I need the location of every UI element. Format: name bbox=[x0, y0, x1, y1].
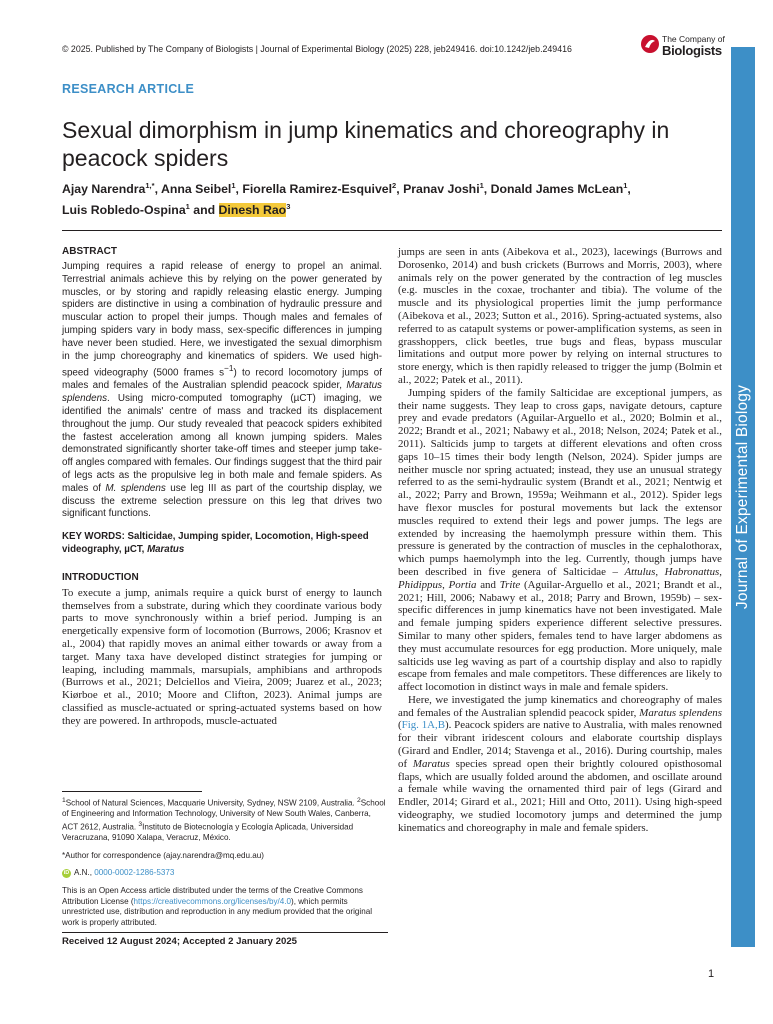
figure-link[interactable]: Fig. 1A,B bbox=[401, 719, 446, 732]
received-divider bbox=[62, 932, 388, 933]
author-name-highlighted[interactable]: Dinesh Rao bbox=[218, 203, 287, 218]
affiliation-sup: 1,* bbox=[145, 181, 155, 190]
journal-name: Journal of Experimental Biology bbox=[734, 384, 751, 610]
author-name[interactable]: Fiorella Ramirez-Esquivel bbox=[242, 182, 393, 197]
abstract-heading: ABSTRACT bbox=[62, 246, 117, 257]
keywords: KEY WORDS: Salticidae, Jumping spider, Locomotion, High-speed videography, µCT, Maratus bbox=[62, 531, 369, 556]
publisher-logo[interactable] bbox=[640, 32, 725, 60]
author-name[interactable]: Anna Seibel bbox=[160, 182, 232, 197]
author-name[interactable]: Ajay Narendra bbox=[62, 182, 146, 197]
logo-line1: The Company of bbox=[662, 34, 725, 44]
affiliation-sup: 1 bbox=[479, 181, 484, 190]
affiliation-sup: 2 bbox=[392, 181, 397, 190]
journal-sidebar bbox=[731, 47, 755, 947]
author-name[interactable]: Pranav Joshi bbox=[403, 182, 480, 197]
intro-paragraph: To execute a jump, animals require a quick burst of energy to launch themselves from a substrate, during which they coordinate various body parts to move synchronously within a brief period. Jumping is an energetically expensive form of locomotion (Burrows, 2006; Krasnov et al., 2004) that rapidly moves an animal either towards or away from a target. Many taxa have developed distinct strategies for jumping or leaping, including mammals, marsupials, amphibians and arthropods (Burrows et al., 2021; Delciellos and Vieira, 2009; Juarez et al., 2023; Kiørboe et al., 2010; Moore and Clifton, 2023). Animal jumps are classified as muscle-actuated or spring-actuated systems based on how they are powered. In arthropods, muscle-actuated bbox=[62, 586, 382, 727]
author-name[interactable]: Donald James McLean bbox=[490, 182, 624, 197]
body-paragraph: jumps are seen in ants (Aibekova et al., 2023), lacewings (Burrows and Dorosenko, 2014) and bush crickets (Burrows and Morris, 2003), where animals rely on the power generated by the contraction of leg muscles (e.g. muscles in the coxae, trochanter and tibia). The volume of the muscle and its physiological properties limit the jump performance (Aibekova et al., 2023; Sutton et al., 2016). Spring-actuated systems, also referred to as catapult systems or power-amplification systems, as seen in grasshoppers, click beetles, true bugs and fleas, bypass muscular limitations and output more power by relying on internal structures to store energy, which is then rapidly released to trigger the jump (Bolmin et al., 2022; Patek et al., 2011). bbox=[398, 246, 722, 386]
affiliation-sup: 1 bbox=[623, 181, 628, 190]
logo-mark-icon bbox=[640, 34, 660, 54]
page-number: 1 bbox=[708, 968, 715, 980]
license-link[interactable]: https://creativecommons.org/licenses/by/4.0 bbox=[133, 896, 291, 906]
author-conjunction: and bbox=[193, 203, 216, 218]
affiliation-sup: 1 bbox=[185, 202, 190, 212]
logo-line2: Biologists bbox=[662, 43, 722, 58]
citation-header: © 2025. Published by The Company of Biologists | Journal of Experimental Biology (2025) 228, jeb249416. doi:10.1242/jeb.249416 bbox=[62, 44, 572, 54]
article-title: Sexual dimorphism in jump kinematics and choreography in peacock spiders bbox=[62, 117, 670, 171]
abstract-text: Jumping requires a rapid release of energy to propel an animal. Terrestrial animals achieve this by relying on the power generated by muscles, or by storing and rapidly releasing elastic energy. Jumping spiders are distinctive in using a combination of hydraulic pressure and muscular action to propel their jumps. Though males and females of jumping spiders vary in body mass, sex-specific differences in jumping have never been studied. Here, we investigated the sexual dimorphism in the jump choreography and kinematics of spiders. We used high-speed videography (5000 frames $s^{-1}$) to record locomotory jumps of males and females of the Australian splendid peacock spider, Maratus splendens. Using micro-computed tomography (µCT) imaging, we identified the animals' centre of mass and tracked its displacement throughout the jump. Our study revealed that peacock spiders exhibited the fastest acceleration among all known jumping spiders. Males demonstrated significantly shorter take-off times and steeper jump take-off angles compared with females. Our findings suggest that the third pair of legs acts as the propulsive leg in both male and female spiders. As males of M. splendens use leg III as part of the courtship display, we discuss the extreme selection pressure on this leg that drives two significant functions. bbox=[62, 261, 382, 520]
right-column bbox=[398, 246, 722, 835]
author-name[interactable]: Luis Robledo-Ospina bbox=[62, 203, 186, 218]
footnote-divider bbox=[62, 791, 202, 792]
author-list: Ajay Narendra$^{1,*}$, Anna Seibel$^1$, Fiorella Ramirez-Esquivel$^2$, Pranav Joshi$^1$, Donald James McLean$^1$, Luis Robledo-Ospina$^1$ and Dinesh Rao$^3$ bbox=[62, 181, 631, 218]
footnotes bbox=[62, 796, 388, 928]
affiliation-sup: 1 bbox=[231, 181, 236, 190]
orcid-line: iD A.N., 0000-0002-1286-5373 bbox=[63, 868, 175, 878]
license-text: This is an Open Access article distributed under the terms of the Creative Commons Attribution License (https://creativecommons.org/licenses/by/4.0), which permits unrestricted use, distribution and reproduction in any medium provided that the original work is properly attributed. bbox=[62, 885, 372, 927]
introduction-heading: INTRODUCTION bbox=[62, 571, 139, 583]
orcid-icon: iD bbox=[63, 869, 70, 876]
affiliations: $^1$School of Natural Sciences, Macquarie University, Sydney, NSW 2109, Australia. $^2$School of Engineering and Information Technology, University of New South Wales, Canberra, ACT 2612, Australia. $^3$Instituto de Biotecnología y Ecología Aplicada, Universidad Veracruzana, 91090 Xalapa, Veracruz, México. bbox=[62, 797, 386, 843]
received-dates: Received 12 August 2024; Accepted 2 January 2025 bbox=[62, 936, 297, 947]
left-column bbox=[62, 246, 382, 728]
body-paragraph: Jumping spiders of the family Salticidae are exceptional jumpers, as their name suggests. They leap to cross gaps, navigate detours, capture prey and evade predators (Aguilar-Arguello et al., 2020; Bolmin et al., 2022; Brandt et al., 2021; Nabawy et al., 2018; Nelson, 2024; Patek et al., 2011). Salticids jump to targets at different elevations and often cross gaps 10–15 times their body length (Nelson, 2024). Spider jumps are neither muscle nor spring actuated; instead, they use an unusual strategy referred to as the semi-hydraulic system (Brandt et al., 2021; Nentwig et al., 2022; Parry and Brown, 1959a; Weihmann et al., 2012). Spider legs have flexor muscles for postural movements but lack the extensor muscles required to extend their legs and power jumps. The legs are extended by increasing the haemolymph pressure within them. This pressure is generated by the contraction of muscles in the cephalothorax, which pumps haemolymph into the leg. Currently, though jumps have been described in five genera of Salticidae – Attulus, Habronattus, Phidippus, Portia and Trite (Aguilar-Arguello et al., 2021; Brandt et al., 2021; Hill, 2006; Nabawy et al., 2018; Parry and Brown, 1959b) – sex-specific differences in jump kinematics have not been investigated. Male and female jumping spiders experience different selective pressures. Similar to many other spiders, females tend to have larger abdomens as they must accumulate resources for egg production. More uniquely, male salticids use leg waving as part of a courtship display and also to rapidly escape from females and male competitors. These differences are likely to affect locomotion in distinct ways in male and female spiders. bbox=[398, 386, 723, 694]
article-type: RESEARCH ARTICLE bbox=[62, 82, 195, 96]
body-paragraph: Here, we investigated the jump kinematics and choreography of males and females of the Australian splendid peacock spider, Maratus splendens (Fig. 1A,B). Peacock spiders are native to Australia, with males renowned for their vibrant iridescent colours and elaborate courtship displays (Girard and Endler, 2014; Stavenga et al., 2016). During courtship, males of Maratus species spread open their brightly coloured opisthosomal flaps, which are usually folded around the abdomen, and oscillate around a female while waving the ornamented third pair of legs (Girard and Endler, 2014; Girard et al., 2021; Hill and Otto, 2011). Using high-speed videography, we studied locomotory jumps and determined the jump kinematics and choreography in male and female spiders. bbox=[398, 693, 723, 834]
correspondence: *Author for correspondence (ajay.narendra@mq.edu.au) bbox=[62, 850, 264, 860]
affiliation-sup: 3 bbox=[286, 202, 291, 212]
orcid-link[interactable]: 0000-0002-1286-5373 bbox=[94, 868, 175, 878]
title-divider bbox=[62, 230, 722, 231]
